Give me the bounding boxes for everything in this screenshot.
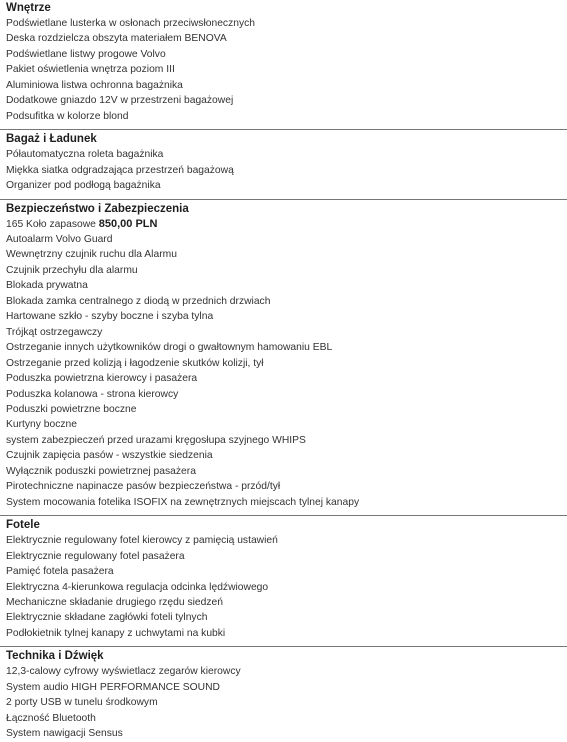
item-text: Mechaniczne składanie drugiego rzędu siedzeń [6,596,223,608]
item-text: Czujnik przechyłu dla alarmu [6,264,138,276]
list-item [0,610,567,625]
list-item [0,726,567,741]
section-title: Bezpieczeństwo i Zabezpieczenia [6,202,189,215]
list-item [0,417,567,432]
item-text: Czujnik zapięcia pasów - wszystkie siedzenia [6,450,213,462]
list-item [0,147,567,162]
item-text: Łączność Bluetooth [6,712,96,724]
list-item [0,178,567,193]
section-divider [0,199,567,200]
item-text: Trójkąt ostrzegawczy [6,326,103,338]
list-item [0,278,567,293]
item-text: System audio HIGH PERFORMANCE SOUND [6,681,220,693]
section-title: Fotele [6,519,40,532]
item-text: Wewnętrzny czujnik ruchu dla Alarmu [6,249,177,261]
section-divider [0,129,567,130]
item-text: Deska rozdzielcza obszyta materiałem BENOVA [6,33,227,45]
item-text: Blokada prywatna [6,280,88,292]
item-price: 850,00 PLN [98,217,158,230]
item-text: Kurtyny boczne [6,419,77,431]
section-title: Bagaż i Ładunek [6,133,97,146]
list-item [0,340,567,355]
item-text: Aluminiowa listwa ochronna bagażnika [6,79,183,91]
item-text: Elektrycznie regulowany fotel kierowcy z pamięcią ustawień [6,535,278,547]
list-item [0,294,567,309]
list-item [0,371,567,386]
item-text: Podświetlane lusterka w osłonach przeciwsłonecznych [6,18,255,29]
item-text: System nawigacji Sensus [6,728,123,740]
item-text: Pirotechniczne napinacze pasów bezpieczeństwa - przód/tył [6,481,281,493]
item-text: Autoalarm Volvo Guard [6,233,113,245]
section-title: Wnętrze [6,2,51,14]
item-text: Ostrzeganie innych użytkowników drogi o gwałtownym hamowaniu EBL [6,342,333,354]
list-item [0,664,567,679]
item-text: Hartowane szkło - szyby boczne i szyba tylna [6,311,214,323]
item-text: Miękka siatka odgradzająca przestrzeń bagażową [6,164,234,176]
list-item [0,62,567,77]
item-text: system zabezpieczeń przed urazami kręgosłupa szyjnego WHIPS [6,434,306,446]
list-item [0,31,567,46]
section-title: Technika i Dźwięk [6,650,104,663]
item-text: Ostrzeganie przed kolizją i łagodzenie skutków kolizji, tył [6,357,264,369]
list-item [0,232,567,247]
section [0,1,567,124]
list-item [0,448,567,463]
list-item [0,47,567,62]
list-item [0,433,567,448]
item-text: 165 Koło zapasowe [6,218,96,230]
item-text: Wyłącznik poduszki powietrznej pasażera [6,465,196,477]
list-item [0,533,567,548]
list-item [0,580,567,595]
item-text: Elektryczna 4-kierunkowa regulacja odcinka lędźwiowego [6,581,269,593]
item-text: Blokada zamka centralnego z diodą w przednich drzwiach [6,295,271,307]
section [0,202,567,511]
item-text: Pakiet oświetlenia wnętrza poziom III [6,64,175,76]
item-text: 2 porty USB w tunelu środkowym [6,697,158,709]
list-item [0,163,567,178]
list-item [0,695,567,710]
list-item [0,387,567,402]
item-text: Podświetlane listwy progowe Volvo [6,48,166,60]
item-text: Elektrycznie regulowany fotel pasażera [6,550,185,562]
list-item [0,109,567,124]
list-item [0,16,567,31]
item-text: Poduszka powietrzna kierowcy i pasażera [6,373,198,385]
list-item [0,564,567,579]
item-text: Elektrycznie składane zagłówki foteli tylnych [6,612,208,624]
list-item [0,309,567,324]
item-text: Półautomatyczna roleta bagażnika [6,149,164,161]
section [0,132,567,193]
section [0,649,567,741]
list-item [0,356,567,371]
list-item [0,263,567,278]
item-text: Dodatkowe gniazdo 12V w przestrzeni bagażowej [6,95,234,107]
list-item [0,680,567,695]
list-item [0,217,567,232]
list-item [0,402,567,417]
item-text: Podsufitka w kolorze blond [6,110,129,122]
list-item [0,626,567,641]
item-text: System mocowania fotelika ISOFIX na zewnętrznych miejscach tylnej kanapy [6,496,360,508]
list-item [0,595,567,610]
list-item [0,479,567,494]
list-item [0,549,567,564]
list-item [0,711,567,726]
section-divider [0,515,567,516]
item-text: 12,3-calowy cyfrowy wyświetlacz zegarów kierowcy [6,666,241,678]
list-item [0,93,567,108]
list-item [0,78,567,93]
list-item [0,325,567,340]
item-text: Podłokietnik tylnej kanapy z uchwytami na kubki [6,627,226,639]
item-text: Poduszki powietrzne boczne [6,403,137,415]
list-item [0,464,567,479]
list-item [0,495,567,510]
item-text: Organizer pod podłogą bagażnika [6,180,161,192]
section [0,518,567,641]
list-item [0,247,567,262]
item-text: Poduszka kolanowa - strona kierowcy [6,388,179,400]
item-text: Pamięć fotela pasażera [6,566,114,578]
section-divider [0,646,567,647]
